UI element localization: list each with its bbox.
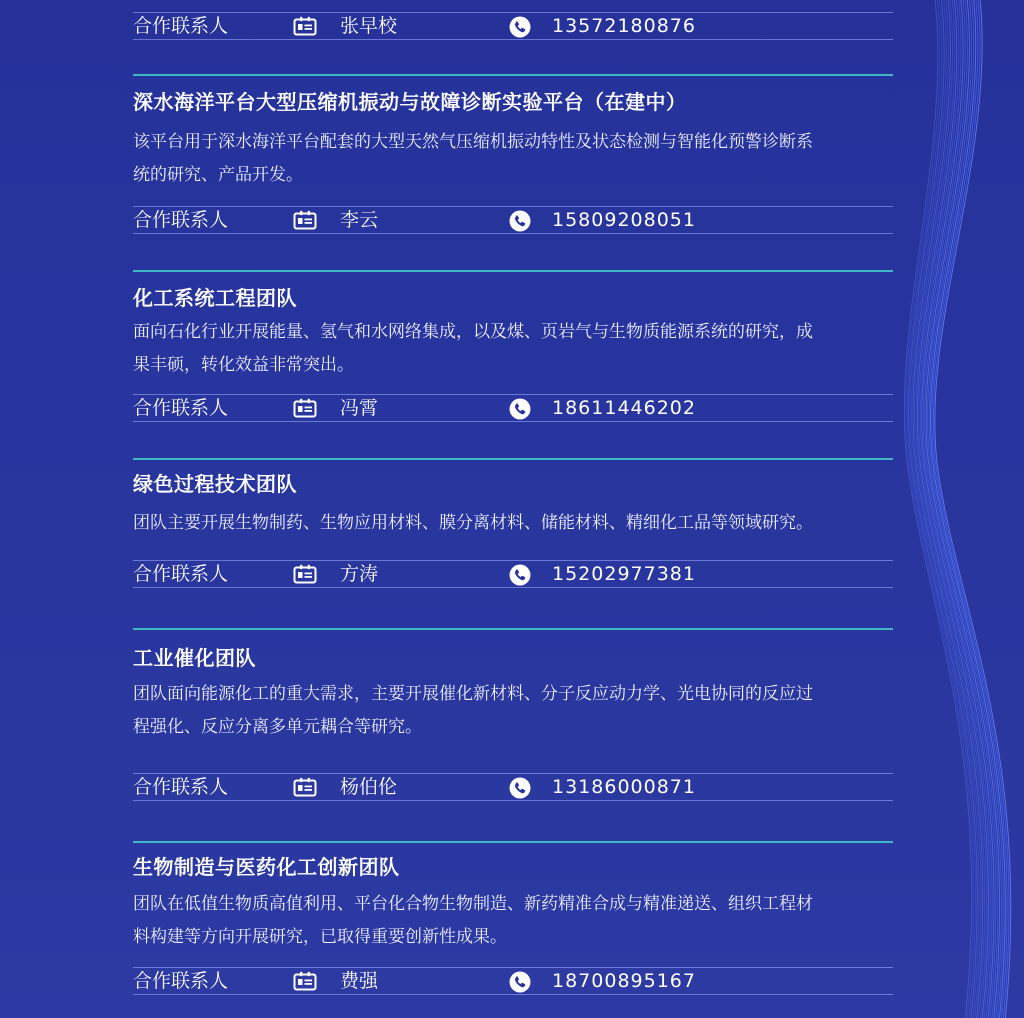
phone-icon [509, 777, 531, 799]
section-divider [133, 74, 893, 76]
contact-name: 张早校 [340, 15, 398, 37]
contact-row [133, 967, 893, 995]
desc-line: 料构建等方向开展研究，已取得重要创新性成果。 [133, 927, 507, 947]
desc-line: 团队主要开展生物制药、生物应用材料、膜分离材料、储能材料、精细化工品等领域研究。 [133, 513, 813, 533]
phone-icon [509, 971, 531, 993]
phone-icon [509, 210, 531, 232]
contact-phone: 13572180876 [552, 15, 696, 37]
decorative-wave-lines [904, 0, 1024, 1018]
section-divider [133, 270, 893, 272]
phone-icon [509, 398, 531, 420]
desc-line: 面向石化行业开展能量、氢气和水网络集成，以及煤、页岩气与生物质能源系统的研究，成 [133, 322, 813, 342]
contact-name: 冯霄 [340, 397, 379, 419]
wave-line [913, 0, 983, 1018]
contact-phone: 15202977381 [552, 563, 696, 585]
contact-name: 杨伯伦 [340, 776, 398, 798]
section-title: 化工系统工程团队 [133, 286, 297, 310]
section-divider [133, 841, 893, 843]
contact-phone: 13186000871 [552, 776, 696, 798]
section-title: 深水海洋平台大型压缩机振动与故障诊断实验平台（在建中） [133, 90, 687, 114]
section-description [133, 316, 895, 382]
desc-line: 该平台用于深水海洋平台配套的大型天然气压缩机振动特性及状态检测与智能化预警诊断系 [133, 132, 813, 152]
desc-line: 团队在低值生物质高值利用、平台化合物生物制造、新药精准合成与精准递送、组织工程材 [133, 894, 813, 914]
id-card-icon [293, 971, 317, 991]
id-card-icon [293, 564, 317, 584]
section-description [133, 126, 895, 192]
section-description [133, 507, 895, 540]
contact-name: 李云 [340, 209, 379, 231]
section-divider [133, 628, 893, 630]
desc-line: 果丰硕，转化效益非常突出。 [133, 355, 354, 375]
contact-row [133, 560, 893, 588]
section-title: 绿色过程技术团队 [133, 472, 297, 496]
section-divider [133, 458, 893, 460]
id-card-icon [293, 210, 317, 230]
desc-line: 团队面向能源化工的重大需求，主要开展催化新材料、分子反应动力学、光电协同的反应过 [133, 684, 813, 704]
contact-phone: 18611446202 [552, 397, 696, 419]
desc-line: 统的研究、产品开发。 [133, 165, 303, 185]
contact-row-top [133, 12, 893, 40]
section-description [133, 678, 895, 744]
contact-label: 合作联系人 [133, 563, 229, 585]
phone-icon [509, 16, 531, 38]
id-card-icon [293, 777, 317, 797]
contact-label: 合作联系人 [133, 776, 229, 798]
wave-line [920, 0, 992, 1018]
contact-label: 合作联系人 [133, 209, 229, 231]
contact-phone: 18700895167 [552, 970, 696, 992]
contact-row [133, 773, 893, 801]
team-directory [133, 0, 893, 1018]
contact-label: 合作联系人 [133, 397, 229, 419]
id-card-icon [293, 16, 317, 36]
section-description [133, 888, 895, 954]
wave-line [919, 0, 991, 1018]
section-title: 生物制造与医药化工创新团队 [133, 855, 400, 879]
contact-label: 合作联系人 [133, 15, 229, 37]
wave-line [922, 0, 994, 1018]
phone-icon [509, 564, 531, 586]
contact-name: 费强 [340, 970, 379, 992]
contact-name: 方涛 [340, 563, 379, 585]
id-card-icon [293, 398, 317, 418]
contact-phone: 15809208051 [552, 209, 696, 231]
contact-row [133, 394, 893, 422]
contact-row [133, 206, 893, 234]
desc-line: 程强化、反应分离多单元耦合等研究。 [133, 717, 422, 737]
section-title: 工业催化团队 [133, 646, 256, 670]
contact-label: 合作联系人 [133, 970, 229, 992]
